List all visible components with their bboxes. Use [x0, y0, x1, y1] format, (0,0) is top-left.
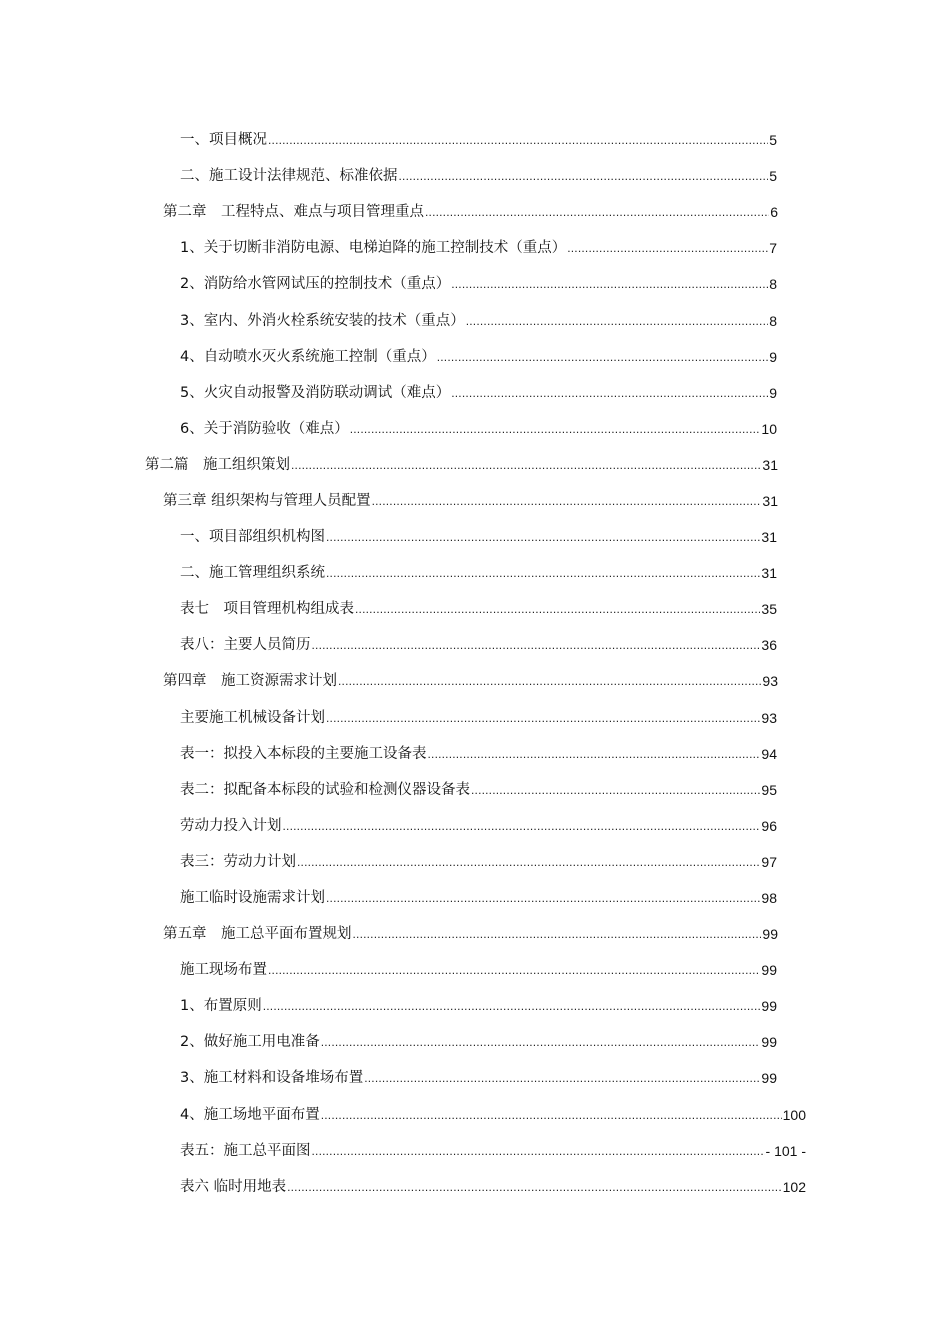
toc-dot-leader	[287, 1178, 782, 1196]
toc-dot-leader	[353, 925, 762, 943]
toc-entry[interactable]	[0, 663, 778, 699]
toc-dot-leader	[326, 889, 760, 907]
toc-entry[interactable]	[0, 194, 778, 230]
toc-page-number: 99	[761, 1034, 777, 1051]
toc-entry-text: 第三章 组织架构与管理人员配置	[163, 492, 371, 509]
toc-dot-leader	[312, 1142, 765, 1160]
toc-entry-text: 3、室内、外消火栓系统安装的技术（重点）	[180, 312, 465, 329]
toc-page-number: 35	[761, 601, 777, 618]
toc-dot-leader	[312, 636, 761, 654]
toc-entry[interactable]	[0, 230, 777, 266]
toc-entry-text: 一、项目概况	[180, 132, 267, 149]
toc-page-number: 10	[761, 420, 777, 437]
toc-dot-leader	[425, 203, 769, 221]
toc-entry[interactable]	[0, 808, 777, 844]
table-of-contents	[0, 122, 950, 1205]
toc-entry-text: 表七 项目管理机构组成表	[180, 601, 354, 618]
toc-dot-leader	[471, 781, 760, 799]
toc-entry[interactable]	[0, 122, 777, 158]
toc-page-number: 5	[769, 132, 777, 149]
toc-page-number: 100	[782, 1106, 806, 1123]
toc-entry[interactable]	[0, 447, 778, 483]
toc-dot-leader	[268, 131, 768, 149]
toc-entry[interactable]	[0, 411, 777, 447]
toc-entry-text: 施工现场布置	[180, 962, 267, 979]
toc-page-number: 97	[761, 853, 777, 870]
toc-page-number: 9	[769, 348, 777, 365]
toc-entry-text: 表六 临时用地表	[180, 1178, 287, 1195]
toc-entry-text: 表五：施工总平面图	[180, 1142, 311, 1159]
toc-dot-leader	[263, 997, 761, 1015]
toc-dot-leader	[268, 961, 760, 979]
toc-dot-leader	[451, 384, 768, 402]
toc-entry-text: 施工临时设施需求计划	[180, 890, 325, 907]
toc-dot-leader	[428, 745, 761, 763]
toc-page-number: 99	[761, 998, 777, 1015]
toc-page-number: 99	[762, 926, 778, 943]
toc-entry-text: 劳动力投入计划	[180, 817, 282, 834]
toc-entry-text: 表二：拟配备本标段的试验和检测仪器设备表	[180, 781, 470, 798]
toc-page-number: 95	[761, 781, 777, 798]
toc-page-number: 96	[761, 817, 777, 834]
toc-page-number: 102	[782, 1178, 806, 1195]
toc-entry-text: 主要施工机械设备计划	[180, 709, 325, 726]
toc-page-number: 36	[761, 637, 777, 654]
toc-entry-text: 第五章 施工总平面布置规划	[163, 926, 352, 943]
toc-page-number: 7	[769, 240, 777, 257]
toc-page-number: 5	[769, 168, 777, 185]
toc-dot-leader	[451, 275, 768, 293]
toc-entry[interactable]	[0, 736, 777, 772]
toc-dot-leader	[350, 420, 761, 438]
toc-dot-leader	[326, 709, 760, 727]
toc-entry-text: 3、施工材料和设备堆场布置	[180, 1070, 364, 1087]
toc-dot-leader	[297, 853, 760, 871]
toc-entry-text: 一、项目部组织机构图	[180, 529, 325, 546]
toc-entry-text: 表八：主要人员简历	[180, 637, 311, 654]
toc-entry[interactable]	[0, 916, 778, 952]
toc-page-number: 31	[761, 529, 777, 546]
toc-dot-leader	[437, 348, 768, 366]
toc-entry-text: 二、施工设计法律规范、标准依据	[180, 168, 398, 185]
toc-page-number: 93	[761, 709, 777, 726]
toc-dot-leader	[283, 817, 761, 835]
toc-entry[interactable]	[0, 988, 777, 1024]
toc-page-number: 31	[762, 492, 778, 509]
toc-page-number: 31	[761, 565, 777, 582]
toc-dot-leader	[364, 1069, 760, 1087]
toc-entry[interactable]	[0, 375, 777, 411]
toc-entry[interactable]	[0, 1060, 777, 1096]
toc-page-number: 99	[761, 1070, 777, 1087]
toc-page-number: 8	[769, 312, 777, 329]
toc-entry-text: 6、关于消防验收（难点）	[180, 420, 349, 437]
toc-entry-text: 4、施工场地平面布置	[180, 1106, 320, 1123]
toc-entry[interactable]	[0, 1169, 806, 1205]
toc-entry[interactable]	[0, 302, 777, 338]
toc-entry[interactable]	[0, 844, 777, 880]
toc-dot-leader	[338, 672, 761, 690]
toc-entry[interactable]	[0, 266, 777, 302]
toc-page-number: 31	[762, 456, 778, 473]
toc-entry-text: 5、火灾自动报警及消防联动调试（难点）	[180, 384, 451, 401]
toc-entry[interactable]	[0, 952, 777, 988]
toc-entry-text: 1、布置原则	[180, 998, 262, 1015]
toc-entry[interactable]	[0, 339, 777, 375]
toc-dot-leader	[326, 564, 760, 582]
toc-entry[interactable]	[0, 627, 777, 663]
toc-entry[interactable]	[0, 483, 778, 519]
toc-dot-leader	[291, 456, 761, 474]
toc-entry[interactable]	[0, 519, 777, 555]
toc-page-number: 98	[761, 890, 777, 907]
toc-entry-text: 表一：拟投入本标段的主要施工设备表	[180, 745, 427, 762]
toc-entry[interactable]	[0, 555, 777, 591]
toc-dot-leader	[466, 312, 768, 330]
toc-dot-leader	[321, 1033, 761, 1051]
toc-page-number: 99	[761, 962, 777, 979]
toc-dot-leader	[355, 600, 760, 618]
toc-entry[interactable]	[0, 1097, 806, 1133]
toc-entry-text: 第二篇 施工组织策划	[145, 456, 290, 473]
toc-page-number: 8	[769, 276, 777, 293]
toc-dot-leader	[372, 492, 762, 510]
toc-dot-leader	[326, 528, 760, 546]
toc-entry-text: 1、关于切断非消防电源、电梯迫降的施工控制技术（重点）	[180, 240, 567, 257]
toc-entry-text: 2、消防给水管网试压的控制技术（重点）	[180, 276, 451, 293]
toc-page-number: 9	[769, 384, 777, 401]
toc-entry[interactable]	[0, 772, 777, 808]
toc-entry[interactable]	[0, 880, 777, 916]
toc-dot-leader	[567, 239, 768, 257]
toc-page-number: 6	[770, 204, 778, 221]
toc-dot-leader	[321, 1106, 782, 1124]
toc-page-number: 93	[762, 673, 778, 690]
toc-entry[interactable]	[0, 591, 777, 627]
toc-entry-text: 4、自动喷水灭火系统施工控制（重点）	[180, 348, 436, 365]
toc-entry-text: 表三：劳动力计划	[180, 853, 296, 870]
toc-entry[interactable]	[0, 1133, 806, 1169]
toc-entry[interactable]	[0, 158, 777, 194]
toc-entry[interactable]	[0, 1024, 777, 1060]
toc-entry-text: 二、施工管理组织系统	[180, 565, 325, 582]
toc-page-number: - 101 -	[765, 1142, 806, 1159]
toc-entry-text: 第二章 工程特点、难点与项目管理重点	[163, 204, 424, 221]
toc-entry[interactable]	[0, 700, 777, 736]
toc-entry-text: 第四章 施工资源需求计划	[163, 673, 337, 690]
toc-dot-leader	[399, 167, 769, 185]
toc-page-number: 94	[761, 745, 777, 762]
toc-entry-text: 2、做好施工用电准备	[180, 1034, 320, 1051]
